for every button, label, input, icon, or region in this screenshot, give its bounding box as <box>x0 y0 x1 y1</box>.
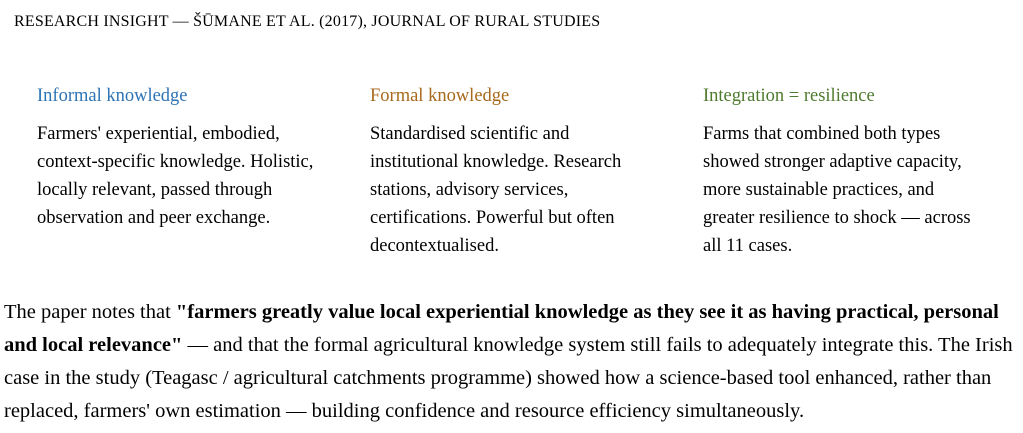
closing-paragraph-lead: The paper notes that <box>4 301 176 323</box>
integration-resilience-title: Integration = resilience <box>703 86 875 106</box>
informal-knowledge-description: Farmers' experiential, embodied, context-specific knowledge. Holistic, locally relevant, passed through observation and peer exchange. <box>37 124 314 228</box>
research-insight-header: RESEARCH INSIGHT — ŠŪMANE ET AL. (2017), JOURNAL OF RURAL STUDIES <box>14 13 601 30</box>
informal-knowledge-title: Informal knowledge <box>37 86 188 106</box>
formal-knowledge-description: Standardised scientific and institutional knowledge. Research stations, advisory services, certifications. Powerful but often decontextualised. <box>370 124 622 256</box>
knowledge-columns <box>37 85 989 260</box>
closing-paragraph <box>4 296 1018 428</box>
column-formal-knowledge <box>370 85 656 260</box>
integration-resilience-description: Farms that combined both types showed stronger adaptive capacity, more sustainable practices, and greater resilience to shock — across all 11 cases. <box>703 124 971 256</box>
column-informal-knowledge <box>37 85 323 260</box>
closing-paragraph-quote: "farmers greatly value local experiential knowledge as they see it as having practical, personal and local relevance" <box>4 301 999 356</box>
closing-paragraph-rest: — and that the formal agricultural knowledge system still fails to adequately integrate this. The Irish case in the study (Teagasc / agricultural catchments programme) showed how a science-based tool enhanced, rather than replaced, farmers' own estimation — building confidence and resource efficiency simultaneously. <box>4 334 1013 422</box>
formal-knowledge-title: Formal knowledge <box>370 86 510 106</box>
column-integration-resilience <box>703 85 989 260</box>
